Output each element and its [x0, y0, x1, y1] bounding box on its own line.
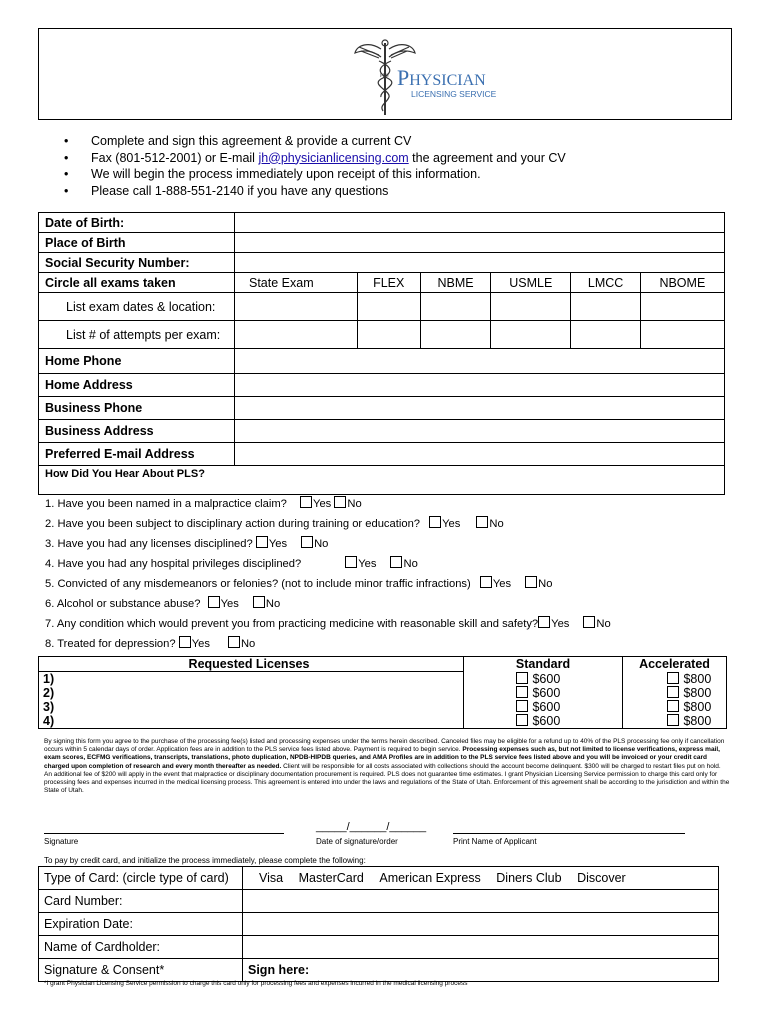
signature-label: Signature [44, 837, 79, 846]
question-8: 8. Treated for depression? Yes No [45, 638, 256, 650]
cardholder-field[interactable] [243, 936, 719, 959]
exam-dates-cell[interactable] [420, 293, 490, 321]
question-3: 3. Have you had any licenses disciplined? Yes No [45, 538, 329, 550]
q7-no-checkbox[interactable] [583, 616, 595, 628]
business-phone-field[interactable] [235, 397, 725, 420]
accelerated-checkbox[interactable] [667, 700, 679, 712]
accelerated-option[interactable]: $800 [623, 714, 727, 729]
q6-yes-checkbox[interactable] [208, 596, 220, 608]
email-link[interactable]: jh@physicianlicensing.com [258, 150, 409, 165]
q4-yes-checkbox[interactable] [345, 556, 357, 568]
date-label: Date of signature/order [316, 837, 398, 846]
exam-dates-cell[interactable] [357, 293, 420, 321]
card-number-field[interactable] [243, 890, 719, 913]
logo-subtitle: LICENSING SERVICE [411, 89, 497, 99]
logo [351, 35, 511, 119]
standard-checkbox[interactable] [516, 672, 528, 684]
home-address-field[interactable] [235, 374, 725, 397]
accelerated-checkbox[interactable] [667, 714, 679, 726]
standard-option[interactable]: $600 [464, 686, 623, 700]
exam-dates-cell[interactable] [235, 293, 358, 321]
instruction-item: • We will begin the process immediately upon receipt of this information. [64, 166, 566, 183]
q1-no-checkbox[interactable] [334, 496, 346, 508]
standard-option[interactable]: $600 [464, 672, 623, 687]
card-amex[interactable]: American Express [379, 871, 481, 885]
card-mastercard[interactable]: MasterCard [298, 871, 364, 885]
home-phone-label: Home Phone [39, 349, 235, 374]
logo-title: PHYSICIAN [397, 65, 486, 90]
signature-line[interactable] [44, 833, 284, 834]
q5-no-checkbox[interactable] [525, 576, 537, 588]
accelerated-option[interactable]: $800 [623, 672, 727, 687]
email-label: Preferred E-mail Address [39, 443, 235, 466]
exam-usmle[interactable]: USMLE [491, 273, 571, 293]
license-row-1[interactable]: 1) [39, 672, 464, 687]
header-box [38, 28, 732, 120]
exam-lmcc[interactable]: LMCC [571, 273, 640, 293]
dob-label: Date of Birth: [39, 213, 235, 233]
cardholder-label: Name of Cardholder: [39, 936, 243, 959]
question-1: 1. Have you been named in a malpractice claim? Yes No [45, 498, 362, 510]
card-diners[interactable]: Diners Club [496, 871, 562, 885]
standard-checkbox[interactable] [516, 700, 528, 712]
q1-yes-checkbox[interactable] [300, 496, 312, 508]
instructions-list [64, 133, 566, 199]
expiration-field[interactable] [243, 913, 719, 936]
attempts-cell[interactable] [640, 321, 724, 349]
expiration-label: Expiration Date: [39, 913, 243, 936]
q2-yes-checkbox[interactable] [429, 516, 441, 528]
accelerated-checkbox[interactable] [667, 672, 679, 684]
home-phone-field[interactable] [235, 349, 725, 374]
exam-dates-cell[interactable] [640, 293, 724, 321]
accelerated-option[interactable]: $800 [623, 686, 727, 700]
dob-field[interactable] [235, 213, 725, 233]
license-row-2[interactable]: 2) [39, 686, 464, 700]
terms-text: By signing this form you agree to the purchase of the processing fee(s) listed and processing expenses under the terms herein described. Canceled files may be eligible for a refund up to 40% of the PLS processing fee only if cancellation occurs within 5 calendar days of order. Application fees are in addition to the PLS service fees listed above. Payment is required to begin service. Processing expenses such as, but not limited to license verifications, express mail, exam scores, ECFMG verifications, transcripts, translations, photo duplication, NPDB-HIPDB queries, and AMA Profiles are in addition to the PLS service fees listed above and you will be invoiced or your credit card charged upon completion of research and every month thereafter as needed. Client will be responsible for all costs associated with collections should the account become delinquent. $300 will be charged to restart files put on hold. An additional fee of $200 will apply in the event that malpractice or disciplinary documentation procurement is required. PLS does not guarantee time estimates. I grant Physician Licensing Service permission to charge this card only for processing fees and expenses incurred in the medical licensing process. This agreement is entered into under the laws and regulations of the State of Utah. Enforcement of this agreement shall be according to the jurisdiction and within the State of Utah. [44, 738, 730, 795]
accelerated-option[interactable]: $800 [623, 700, 727, 714]
question-5: 5. Convicted of any misdemeanors or felonies? (not to include minor traffic infractions) Yes No [45, 578, 553, 590]
question-4: 4. Have you had any hospital privileges disciplined? Yes No [45, 558, 418, 570]
q2-no-checkbox[interactable] [476, 516, 488, 528]
card-discover[interactable]: Discover [577, 871, 626, 885]
business-address-label: Business Address [39, 420, 235, 443]
standard-checkbox[interactable] [516, 686, 528, 698]
card-type-label: Type of Card: (circle type of card) [39, 867, 243, 890]
q8-yes-checkbox[interactable] [179, 636, 191, 648]
consent-label: Signature & Consent* [39, 959, 243, 982]
question-6: 6. Alcohol or substance abuse? Yes No [45, 598, 281, 610]
card-intro: To pay by credit card, and initialize the process immediately, please complete the following: [44, 856, 366, 865]
card-type-options [243, 867, 719, 890]
license-row-3[interactable]: 3) [39, 700, 464, 714]
applicant-info-table [38, 212, 725, 495]
card-number-label: Card Number: [39, 890, 243, 913]
attempts-cell[interactable] [420, 321, 490, 349]
business-phone-label: Business Phone [39, 397, 235, 420]
question-7: 7. Any condition which would prevent you from practicing medicine with reasonable skill and safety? Yes No [45, 618, 611, 630]
q6-no-checkbox[interactable] [253, 596, 265, 608]
licenses-header: Requested Licenses [39, 657, 464, 672]
email-field[interactable] [235, 443, 725, 466]
attempts-cell[interactable] [235, 321, 358, 349]
license-row-4[interactable]: 4) [39, 714, 464, 729]
q5-yes-checkbox[interactable] [480, 576, 492, 588]
exams-label: Circle all exams taken [39, 273, 235, 293]
accelerated-header: Accelerated [623, 657, 727, 672]
instruction-item: • Please call 1-888-551-2140 if you have any questions [64, 183, 566, 200]
standard-header: Standard [464, 657, 623, 672]
attempts-cell[interactable] [491, 321, 571, 349]
exam-flex[interactable]: FLEX [357, 273, 420, 293]
exam-state[interactable]: State Exam [235, 273, 358, 293]
ssn-field[interactable] [235, 253, 725, 273]
exam-nbme[interactable]: NBME [420, 273, 490, 293]
card-visa[interactable]: Visa [259, 871, 284, 885]
question-2: 2. Have you been subject to disciplinary action during training or education? Yes No [45, 518, 504, 530]
print-name-line[interactable] [453, 833, 685, 834]
instruction-item: • Complete and sign this agreement & provide a current CV [64, 133, 566, 150]
standard-checkbox[interactable] [516, 714, 528, 726]
instruction-item: • Fax (801-512-2001) or E-mail jh@physicianlicensing.com the agreement and your CV [64, 150, 566, 167]
hear-about-field[interactable] [39, 466, 725, 495]
standard-option[interactable]: $600 [464, 714, 623, 729]
q4-no-checkbox[interactable] [390, 556, 402, 568]
exam-dates-label: List exam dates & location: [39, 293, 235, 321]
q7-yes-checkbox[interactable] [538, 616, 550, 628]
q3-no-checkbox[interactable] [301, 536, 313, 548]
accelerated-checkbox[interactable] [667, 686, 679, 698]
hear-about-label: How Did You Hear About PLS? [45, 468, 205, 480]
credit-card-table [38, 866, 719, 982]
attempts-cell[interactable] [571, 321, 640, 349]
pob-field[interactable] [235, 233, 725, 253]
standard-option[interactable]: $600 [464, 700, 623, 714]
sign-here-field[interactable]: Sign here: [243, 959, 719, 982]
exam-dates-cell[interactable] [571, 293, 640, 321]
exam-nbome[interactable]: NBOME [640, 273, 724, 293]
card-footnote: *I grant Physician Licensing Service permission to charge this card only for processing fees and expenses incurred in the medical licensing process [44, 980, 468, 987]
attempts-label: List # of attempts per exam: [39, 321, 235, 349]
attempts-cell[interactable] [357, 321, 420, 349]
logo-monogram: PLS [380, 74, 389, 79]
business-address-field[interactable] [235, 420, 725, 443]
exam-dates-cell[interactable] [491, 293, 571, 321]
ssn-label: Social Security Number: [39, 253, 235, 273]
print-name-label: Print Name of Applicant [453, 837, 537, 846]
date-blank[interactable]: _____/______/______ [316, 821, 427, 833]
pob-label: Place of Birth [39, 233, 235, 253]
licenses-table [38, 656, 727, 729]
q8-no-checkbox[interactable] [228, 636, 240, 648]
q3-yes-checkbox[interactable] [256, 536, 268, 548]
home-address-label: Home Address [39, 374, 235, 397]
